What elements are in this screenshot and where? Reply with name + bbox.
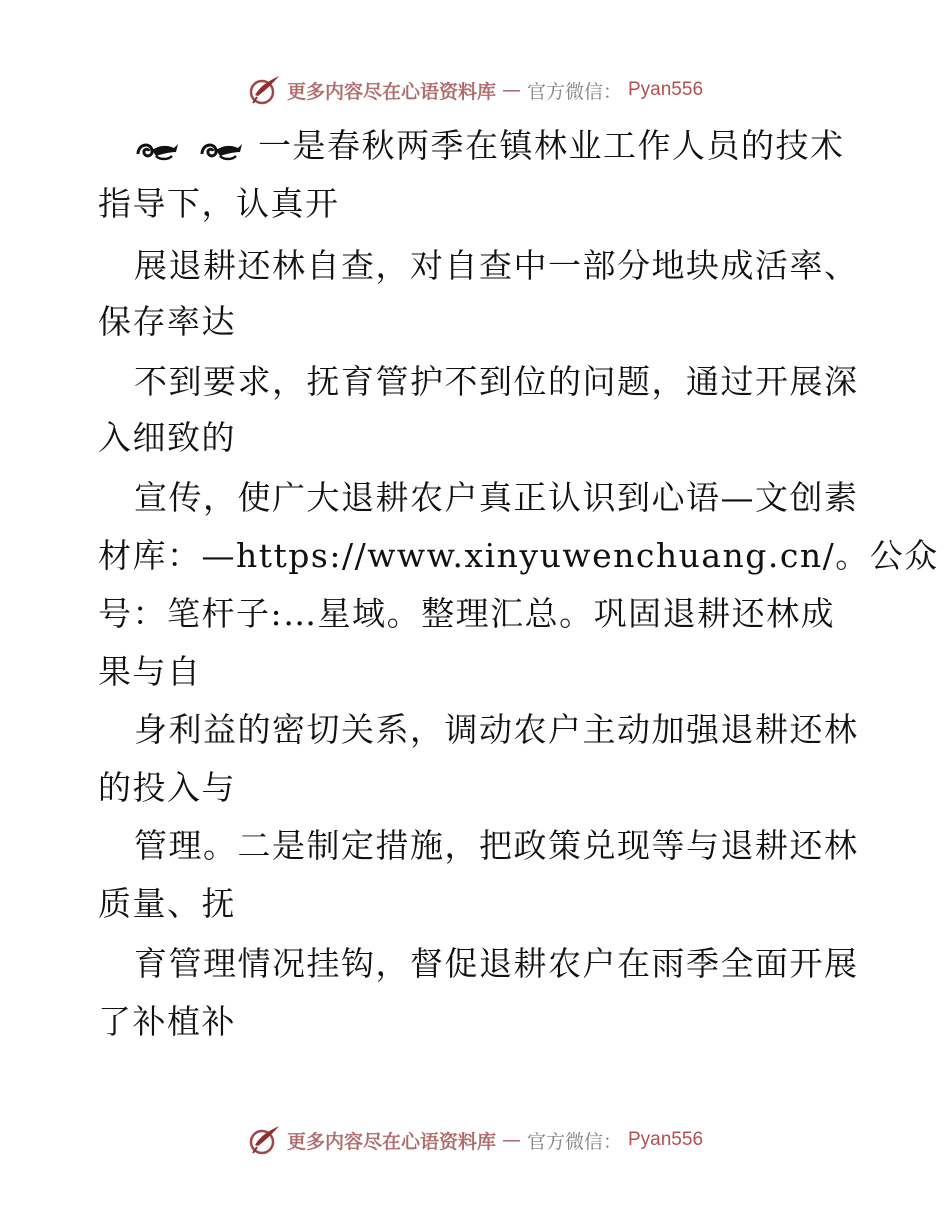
- text-line-3: 展退耕还林自查，对自查中一部分地块成活率、: [134, 246, 859, 285]
- text-line-6: 入细致的: [98, 418, 236, 457]
- floral-ornament-icon: [134, 120, 250, 176]
- watermark-brand-text: 更多内容尽在心语资料库: [286, 1130, 496, 1153]
- text-line-10: 果与自: [98, 652, 202, 691]
- text-line-14: 质量、抚: [98, 884, 236, 923]
- text-line-1: [134, 118, 845, 174]
- text-line-4: 保存率达: [98, 302, 236, 341]
- text-line-16: 了补植补: [98, 1002, 236, 1041]
- quill-circle-logo: [247, 1123, 281, 1157]
- text-line-11: 身利益的密切关系，调动农户主动加强退耕还林: [134, 710, 859, 749]
- watermark-brand-text: 更多内容尽在心语资料库: [286, 80, 496, 103]
- header-watermark: [0, 70, 950, 110]
- text-line-8: 材库：—https://www.xinyuwenchuang.cn/。公众: [98, 536, 939, 575]
- watermark-wechat-label: 官方微信：: [526, 80, 622, 103]
- text-line-2: 指导下，认真开: [98, 184, 340, 223]
- watermark-dash: —: [501, 1129, 521, 1151]
- watermark-wechat-label: 官方微信：: [526, 1130, 622, 1153]
- watermark-dash: —: [501, 79, 521, 101]
- text-line-12: 的投入与: [98, 768, 236, 807]
- footer-watermark: [0, 1120, 950, 1160]
- quill-circle-logo: [247, 73, 281, 107]
- watermark-wechat-id: Pyan556: [628, 1129, 704, 1150]
- paragraph-line: 一是春秋两季在镇林业工作人员的技术: [258, 126, 845, 165]
- text-line-15: 育管理情况挂钩，督促退耕农户在雨季全面开展: [134, 944, 859, 983]
- text-line-9: 号：笔杆子:…星域。整理汇总。巩固退耕还林成: [98, 594, 836, 633]
- text-line-7: 宣传，使广大退耕农户真正认识到心语—文创素: [134, 478, 859, 517]
- text-line-13: 管理。二是制定措施，把政策兑现等与退耕还林: [134, 826, 859, 865]
- text-line-5: 不到要求，抚育管护不到位的问题，通过开展深: [134, 362, 859, 401]
- watermark-wechat-id: Pyan556: [628, 79, 704, 100]
